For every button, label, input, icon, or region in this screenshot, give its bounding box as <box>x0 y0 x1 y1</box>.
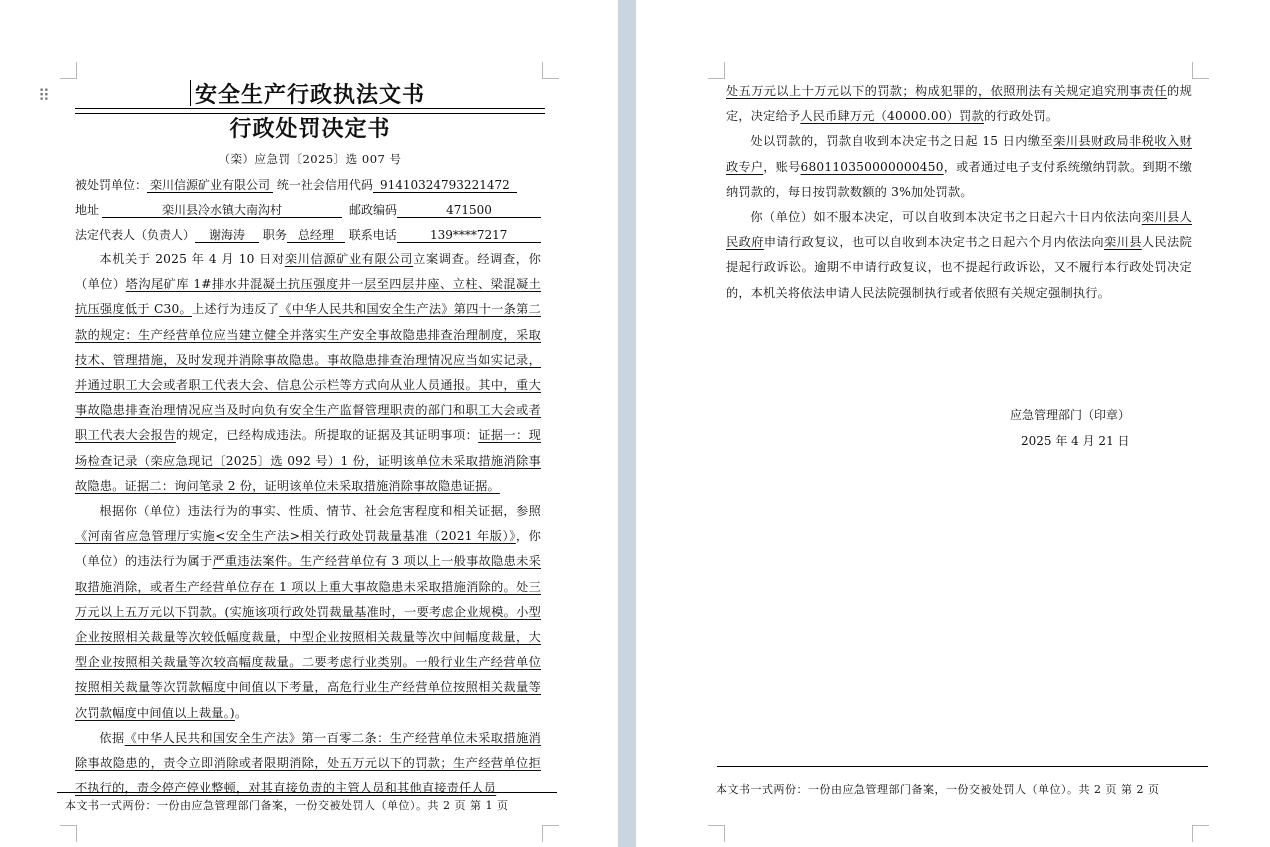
credit-code-value[interactable]: 91410324793221472 <box>373 178 517 193</box>
violation-facts: 塔沟尾矿库 1#排水井混凝土抗压强度井一层至四层井座、立柱、梁混凝土抗压强度低于 C30。 <box>75 277 541 317</box>
page2-footer[interactable]: 本文书一式两份：一份由应急管理部门备案，一份交被处罚人（单位）。共 2 页 第 2 页 <box>716 783 1160 796</box>
text: 依据 <box>99 730 125 745</box>
violated-law: 《中华人民共和国安全生产法》第四十一条第二款的规定：生产经营单位应当建立健全并落实生产安全事故隐患排查治理制度，采取技术、管理措施，及时发现并消除事故隐患。事故隐患排查治理情况应当如实记录，并通过职工大会或者职工代表大会、信息公示栏等方式向从业人员通报。其中，重大事故隐患排查治理情况应当及时向负有安全生产监督管理职责的部门和职工大会或者职工代表大会报告 <box>75 302 541 443</box>
page1-body[interactable] <box>75 247 541 801</box>
text: 的规定，决定给予 <box>726 84 1193 124</box>
address-label: 地址 <box>75 203 100 217</box>
document-page-2 <box>636 0 1270 847</box>
evidence: 证据一：现场检查记录（栾应急现记〔2025〕选 092 号）1 份，证明该单位未采取措施消除事故隐患。证据二：询问笔录 2 份，证明该单位未采取措施消除事故隐患证据。 <box>75 428 542 493</box>
paragraph-basis <box>75 726 541 802</box>
penalty-basis-continued: 处五万元以上十万元以下的罚款；构成犯罪的，依照刑法有关规定追究刑事责任 <box>726 84 1168 98</box>
party-value[interactable]: 栾川信源矿业有限公司 <box>147 178 273 193</box>
court-county: 栾川县 <box>1104 235 1142 250</box>
paragraph-decision <box>726 79 1192 129</box>
paragraph-discretion <box>75 499 541 726</box>
crop-mark-bottom-right <box>1192 825 1209 842</box>
review-authority: 栾川县人民政府 <box>726 210 1192 250</box>
document-header-title[interactable]: 安全生产行政执法文书 <box>194 82 425 108</box>
text: 上述行为违反了 <box>191 302 280 317</box>
party-label: 被处罚单位： <box>75 178 148 192</box>
footer-rule <box>717 766 1208 767</box>
signature-date[interactable]: 2025 年 4 月 21 日 <box>1021 434 1130 448</box>
text: 立案调查。经调查，你（单位） <box>75 252 542 292</box>
crop-mark-bottom-left <box>60 825 77 842</box>
fine-amount: 人民币肆万元（40000.00）罚款 <box>800 109 984 124</box>
address-row <box>75 201 541 218</box>
penalty-basis: 《中华人民共和国安全生产法》第一百零二条：生产经营单位未采取措施消除事故隐患的，责令立即消除或者限期消除，处五万元以下的罚款；生产经营单位拒不执行的，责令停产停业整顿，对其直接负责的主管人员和其他直接责任人员 <box>75 730 541 796</box>
postcode-value[interactable]: 471500 <box>397 203 541 218</box>
text: 本机关于 2025 年 4 月 10 日对 <box>99 252 285 266</box>
credit-code-label: 统一社会信用代码 <box>276 178 373 192</box>
page2-body[interactable] <box>726 79 1192 306</box>
discretion-standard: 《河南省应急管理厅实施<安全生产法>相关行政处罚裁量基准（2021 年版）》 <box>75 529 516 544</box>
violation-category: 严重违法案件。生产经营单位有 3 项以上一般事故隐患未采取措施消除，或者生产经营单位存在 1 项以上重大事故隐患未采取措施消除的。处三万元以上五万元以下罚款。(实施该项行政处罚裁量基准时，一要考虑企业规模。小型企业按照相关裁量等次较低幅度裁量，中型企业按照相关裁量等次中间幅度裁量，大型企业按照相关裁量等次较高幅度裁量。二要考虑行业类别。一般行业生产经营单位按照相关裁量等次罚款幅度中间值以下考量，高危行业生产经营单位按照相关裁量等次罚款幅度中间值以上裁量。) <box>75 554 541 720</box>
text: ，你（单位）的违法行为属于 <box>75 529 541 569</box>
party-row <box>75 176 517 193</box>
legal-rep-row <box>75 226 541 243</box>
crop-mark-top-left <box>60 62 77 79</box>
text: 根据你（单位）违法行为的事实、性质、情节、社会危害程度和相关证据，参照 <box>99 504 541 519</box>
account-number: 680110350000000450 <box>800 159 944 174</box>
page1-footer[interactable]: 本文书一式两份：一份由应急管理部门备案，一份交被处罚人（单位）。共 2 页 第 1 页 <box>65 799 509 812</box>
document-number[interactable]: （栾）应急罚〔2025〕选 007 号 <box>218 152 402 166</box>
position-label: 职务 <box>262 228 287 242</box>
position-value[interactable]: 总经理 <box>287 228 345 243</box>
text: ，账号 <box>763 159 801 174</box>
text: 的行政处罚。 <box>983 109 1059 124</box>
payee-account-name: 栾川县财政局非税收入财政专户 <box>726 134 1192 174</box>
text: 人民法院提起行政诉讼。逾期不申请行政复议，也不提起行政诉讼，又不履行本行政处罚决定的，本机关将依法申请人民法院强制执行或者依照有关规定强制执行。 <box>726 235 1192 300</box>
postcode-label: 邮政编码 <box>348 203 397 217</box>
crop-mark-top-right <box>542 62 559 79</box>
footer-rule <box>57 792 557 793</box>
paragraph-findings <box>75 247 541 499</box>
phone-label: 联系电话 <box>348 228 397 242</box>
signature-department[interactable]: 应急管理部门（印章） <box>1010 408 1131 422</box>
text-cursor <box>190 80 191 106</box>
address-value[interactable]: 栾川县冷水镇大南沟村 <box>102 203 342 218</box>
document-page-1 <box>0 0 618 847</box>
text: 的规定，已经构成违法。所提取的证据及其证明事项： <box>175 428 479 443</box>
case-party: 栾川信源矿业有限公司 <box>284 252 414 266</box>
table-move-handle-icon[interactable]: ⠿ <box>38 86 48 105</box>
crop-mark-top-left <box>708 62 725 79</box>
text: ，或者通过电子支付系统缴纳罚款。到期不缴纳罚款的，每日按罚款数额的 3%加处罚款。 <box>726 159 1192 199</box>
crop-mark-bottom-right <box>542 825 559 842</box>
paragraph-payment <box>726 129 1192 205</box>
text: 申请行政复议，也可以自收到本决定书之日起六个月内依法向 <box>763 235 1104 250</box>
crop-mark-bottom-left <box>708 825 725 842</box>
legal-rep-label: 法定代表人（负责人） <box>75 228 196 242</box>
text: 你（单位）如不服本决定，可以自收到本决定书之日起六十日内依法向 <box>750 210 1142 225</box>
legal-rep-value[interactable]: 谢海涛 <box>195 228 259 243</box>
crop-mark-top-right <box>1192 62 1209 79</box>
text: 。 <box>234 705 248 720</box>
document-title[interactable]: 行政处罚决定书 <box>229 116 391 142</box>
text: 处以罚款的，罚款自收到本决定书之日起 15 日内缴至 <box>750 134 1054 149</box>
paragraph-remedies <box>726 205 1192 306</box>
phone-value[interactable]: 139****7217 <box>397 228 541 243</box>
